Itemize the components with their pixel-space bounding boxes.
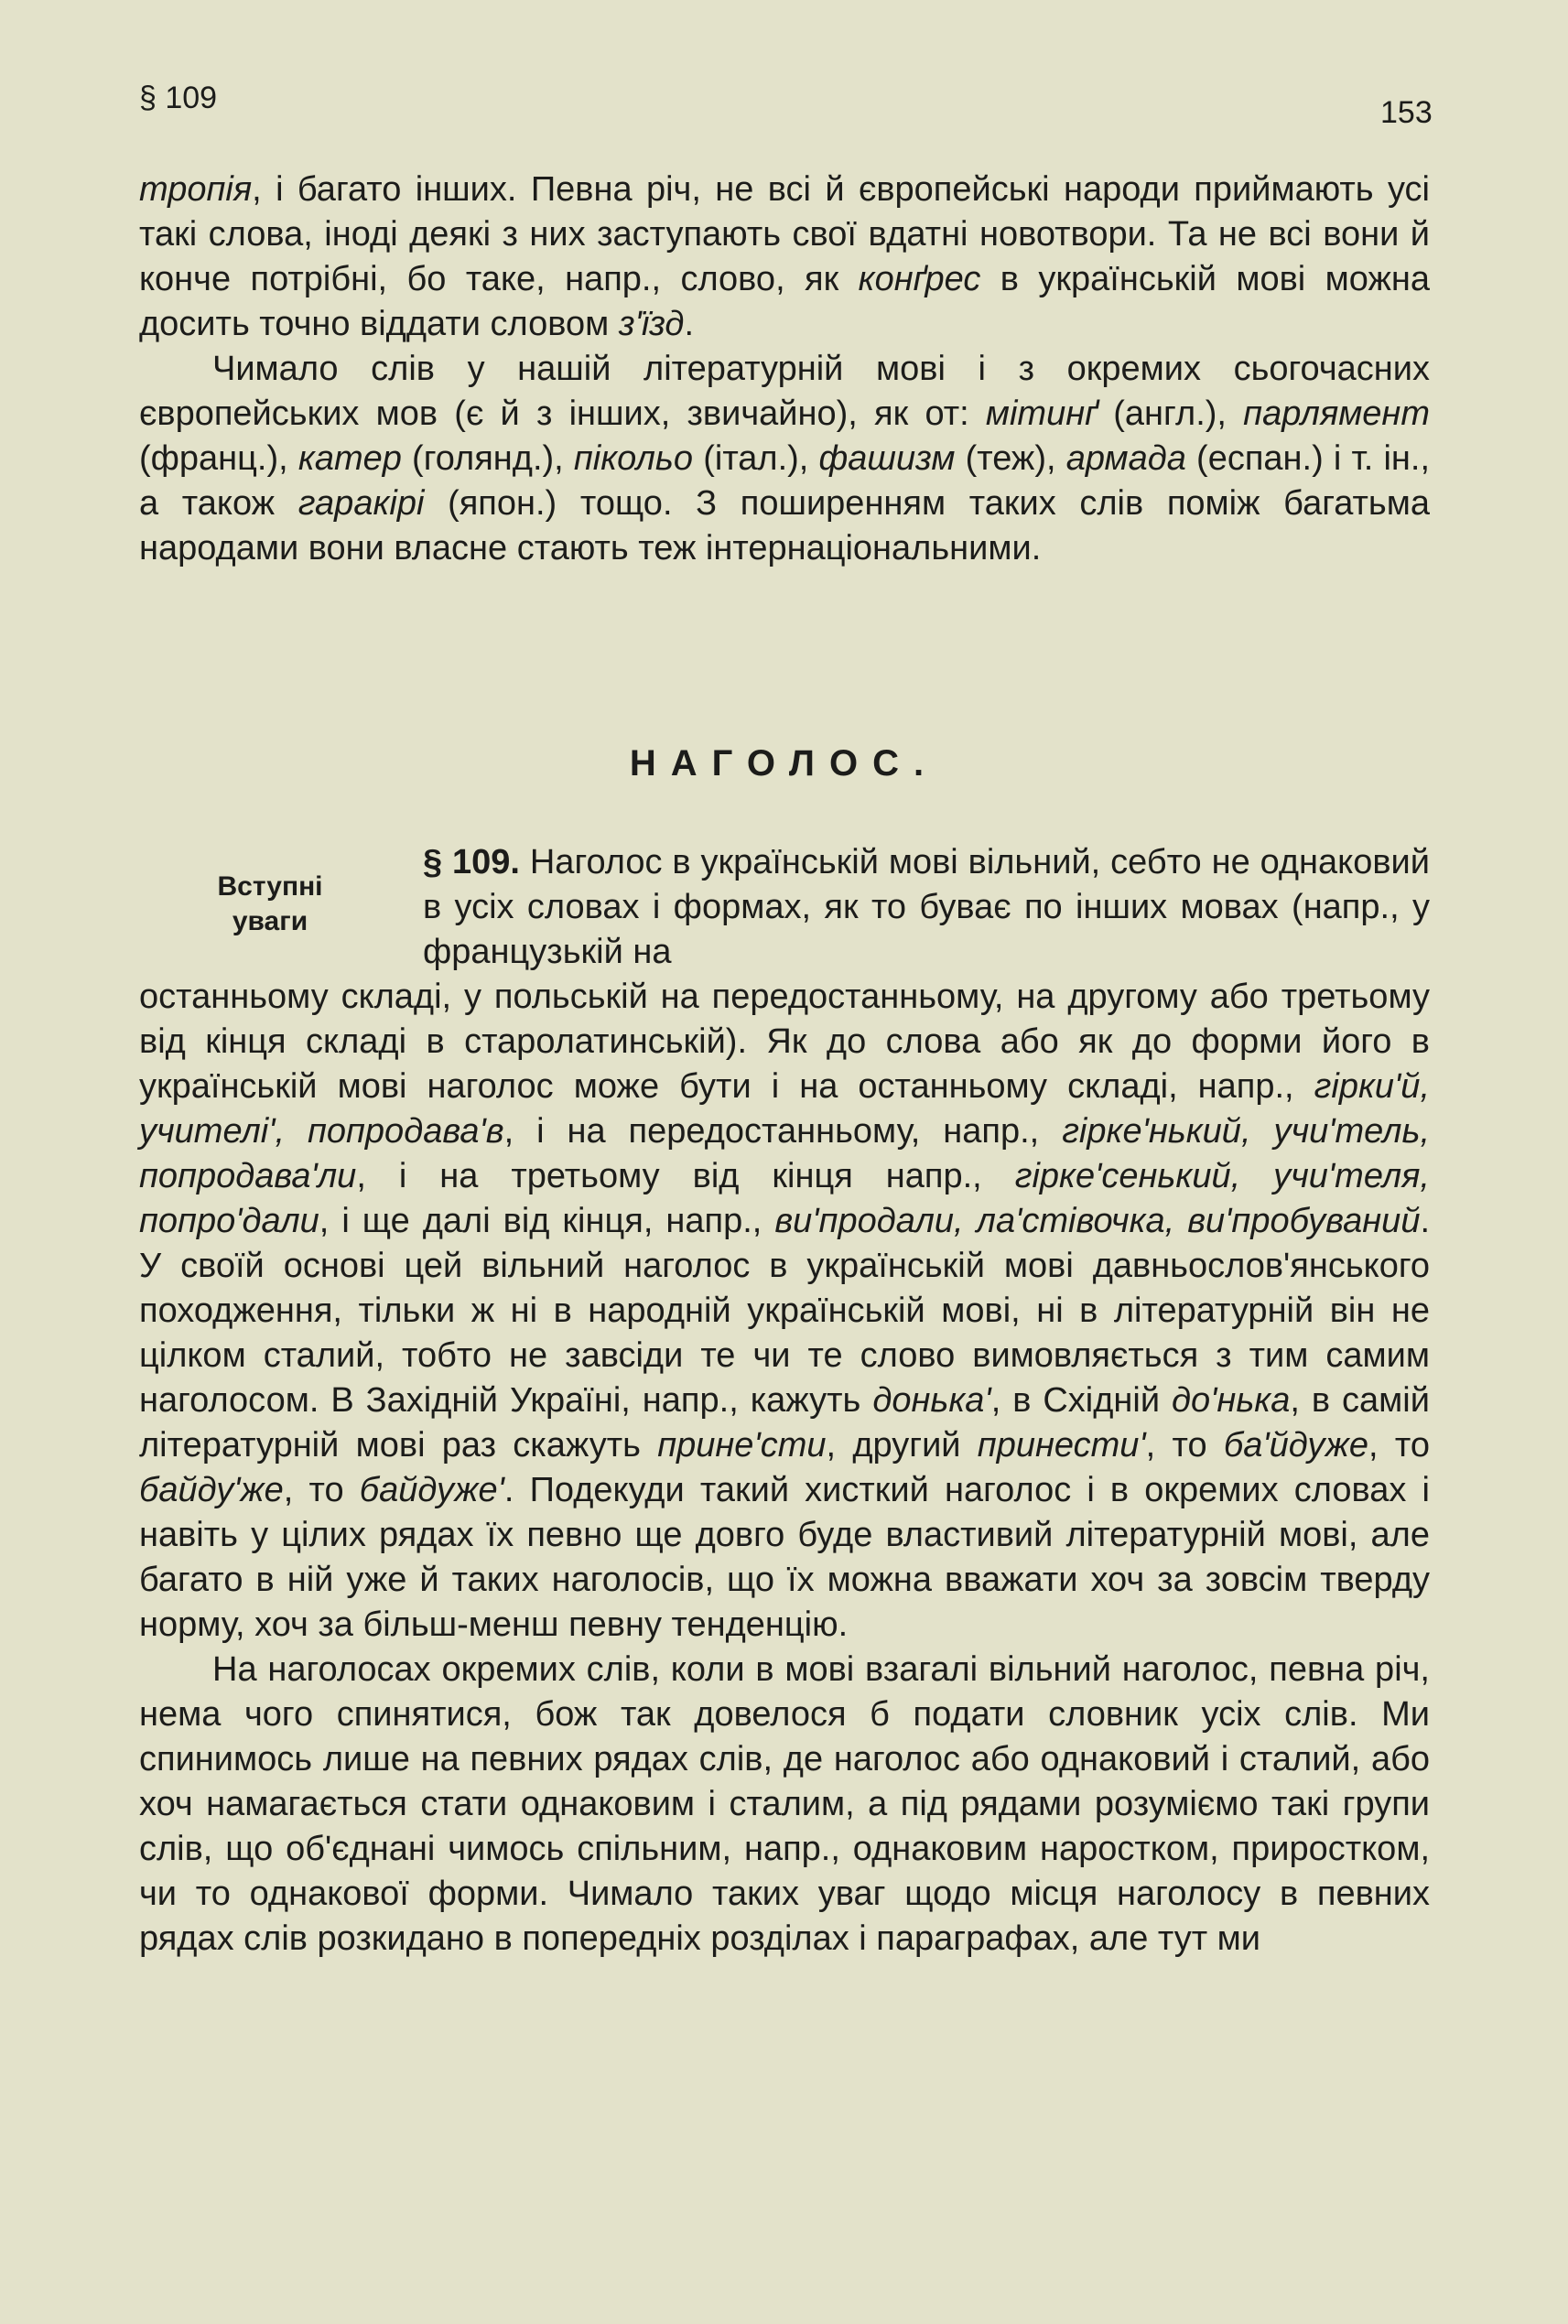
italic-term: тропія [139,170,253,209]
section-109-lead [423,840,1430,975]
italic-term: катер [297,439,402,478]
paragraph-text: , то [1145,1426,1224,1465]
italic-example: принести' [977,1426,1146,1465]
top-text-block [139,168,1430,571]
margin-note [183,870,357,939]
paragraph-text: , в самій літературній мові раз скажуть [139,1381,1430,1465]
italic-term: парлямент [1243,395,1430,433]
paragraph-text: . [684,305,694,343]
paragraph-text: , то [283,1471,360,1509]
paragraph-text: (італ.), [693,439,819,478]
italic-example: байду'же [139,1471,284,1509]
paragraph-stress-examples [139,975,1430,1648]
italic-term: конґрес [858,260,981,298]
paragraph-text: (япон.) тощо. З поширенням таких слів поміж багатьма народами вони власне стають теж інтернаціональними. [139,484,1430,567]
italic-example: гірки'й, учителі', попродава'в [139,1067,1430,1151]
italic-example: байдуже' [359,1471,504,1509]
italic-example: ба'йдуже [1223,1426,1369,1465]
running-header-section: § 109 [139,81,218,115]
paragraph-text: Наголос в українській мові вільний, себто не однаковий в усіх словах і формах, як то буває по інших мовах (напр., у французькій на [423,843,1430,971]
page-number: 153 [1380,95,1433,130]
paragraph-text: , і на передостанньому, напр., [503,1112,1063,1151]
paragraph-text: , другий [826,1426,978,1465]
italic-example: донька' [872,1381,991,1420]
italic-example: ви'продали, ла'стівочка, ви'пробуваний [774,1202,1421,1240]
italic-term: армада [1065,439,1186,478]
paragraph-european-words [139,347,1430,571]
section-number: § 109. [423,843,520,881]
italic-example: прине'сти [657,1426,827,1465]
margin-note-line: уваги [232,906,308,936]
chapter-heading: НАГОЛОС. [629,743,939,784]
italic-term: з'їзд [618,305,685,343]
paragraph-text: , і багато інших. Певна річ, не всі й європейські народи приймають усі такі слова, іноді деякі з них заступають свої вдатні новотвори. Та не всі вони й конче потрібні, бо таке, напр., слово, як [139,170,1430,298]
italic-term: гаракірі [297,484,425,523]
section-109-body [139,975,1430,1962]
paragraph-text: (англ.), [1097,395,1244,433]
paragraph-text: (франц.), [139,439,298,478]
paragraph-loanwords-continuation [139,168,1430,347]
paragraph-text: останньому складі, у польській на передостанньому, на другому або третьому від кінця складі в старолатинській). Як до слова або як до форми його в українській мові наголос може бути і на останньому складі, напр., [139,978,1430,1106]
paragraph-text: . У своїй основі цей вільний наголос в українській мові давньослов'янського походження, тільки ж ні в народній українській мові, ні в літературній він не цілком сталий, тобто не завсіди те чи те слово вимовляється з тим самим наголосом. В Західній Україні, напр., кажуть [139,1202,1431,1420]
paragraph-text: (теж), [955,439,1066,478]
paragraph-text: , і на третьому від кінця напр., [356,1157,1015,1195]
paragraph-stress-rows: На наголосах окремих слів, коли в мові взагалі вільний наголос, певна річ, нема чого спинятися, бож так довелося б подати словник усіх слів. Ми спинимось лише на певних рядах слів, де наголос або однаковий і сталий, або хоч намагається стати однаковим і сталим, а під рядами розуміємо такі групи слів, що об'єднані чимось спільним, напр., однаковим наростком, приростком, чи то однакової форми. Чимало таких уваг щодо місця наголосу в певних рядах слів розкидано в попередніх розділах і параграфах, але тут ми [139,1650,1430,1958]
paragraph-text: (голянд.), [401,439,574,478]
paragraph-text: . Подекуди такий хисткий наголос і в окремих словах і навіть у цілих рядах їх певно ще довго буде властивий літературній мові, але багато в ній уже й таких наголосів, що їх можна вважати хоч за зовсім тверду норму, хоч за більш-менш певну тенденцію. [139,1471,1430,1644]
paragraph-text: , і ще далі від кінця, напр., [319,1202,775,1240]
paragraph-text: , то [1368,1426,1430,1465]
paragraph-text: , в Східній [990,1381,1173,1420]
paragraph-text: Чимало слів у нашій літературній мові і з окремих сьогочасних європейських мов (є й з інших, звичайно), як от: [139,350,1430,433]
italic-example: гірке'нький, учи'тель, попродава'ли [139,1112,1431,1195]
paragraph-text: (еспан.) і т. ін., а також [139,439,1431,523]
italic-example: гірке'сенький, учи'теля, попро'дали [139,1157,1430,1240]
italic-term: фашизм [818,439,956,478]
italic-term: пікольо [573,439,694,478]
italic-example: до'нька [1172,1381,1291,1420]
paragraph-text: в українській мові можна досить точно віддати словом [139,260,1430,343]
margin-note-line: Вступні [217,871,323,902]
italic-term: мітинґ [985,395,1098,433]
